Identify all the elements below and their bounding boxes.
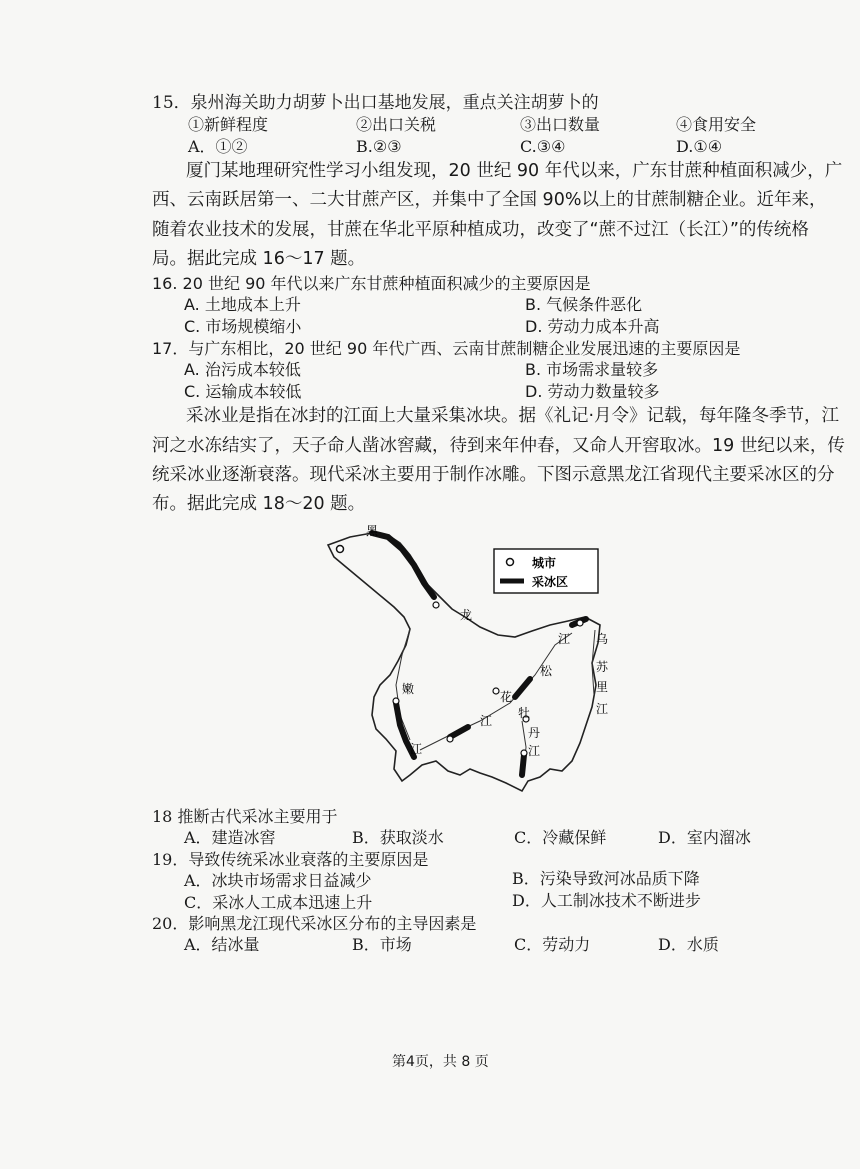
ice-area-mudan <box>522 755 524 775</box>
passage1-line-4: 局。据此完成 16～17 题。 <box>152 249 366 269</box>
ice-area-songhua-1 <box>450 727 468 737</box>
map-label-2: 江 <box>558 632 571 646</box>
ice-area-heilongjiang <box>372 533 434 597</box>
q18-stem: 18 推断古代采冰主要用于 <box>152 807 338 826</box>
q15-option-c: C.③④ <box>520 137 566 156</box>
map-label-9: 松 <box>540 664 553 678</box>
q19-option-b: B．污染导致河冰品质下降 <box>512 869 700 888</box>
map-label-1: 龙 <box>460 608 473 622</box>
legend-city-label: 城市 <box>532 556 557 570</box>
q15-option-a: A．①② <box>188 137 248 156</box>
map-label-3: 乌 <box>596 632 609 646</box>
q19-option-a: A．冰块市场需求日益减少 <box>184 871 372 890</box>
map-label-14: 江 <box>528 744 541 758</box>
q17-option-d: D. 劳动力数量较多 <box>525 382 660 401</box>
q19-stem: 19．导致传统采冰业衰落的主要原因是 <box>152 850 429 869</box>
map-label-5: 里 <box>596 680 609 694</box>
map-label-10: 花 <box>500 690 513 704</box>
q18-option-c: C．冷藏保鲜 <box>514 828 607 847</box>
map-label-6: 江 <box>596 702 609 716</box>
map-label-12: 牡 <box>518 706 531 720</box>
map-legend <box>494 549 598 593</box>
map-label-13: 丹 <box>528 726 541 740</box>
q15-item-4: ④食用安全 <box>676 115 757 134</box>
passage2-line-4: 布。据此完成 18～20 题。 <box>152 494 366 514</box>
q20-option-c: C．劳动力 <box>514 935 591 954</box>
q18-option-d: D．室内溜冰 <box>658 828 751 847</box>
city-marker-3 <box>393 698 399 704</box>
q16-option-a: A. 土地成本上升 <box>184 295 301 314</box>
q17-stem: 17．与广东相比，20 世纪 90 年代广西、云南甘蔗制糖企业发展迅速的主要原因是 <box>152 339 741 358</box>
q20-stem: 20．影响黑龙江现代采冰区分布的主导因素是 <box>152 914 477 933</box>
map-label-0: 黑 <box>366 525 379 538</box>
q15-stem: 15．泉州海关助力胡萝卜出口基地发展，重点关注胡萝卜的 <box>152 93 599 113</box>
heilongjiang-ice-map <box>310 525 610 797</box>
q20-option-a: A．结冰量 <box>184 935 260 954</box>
q19-option-d: D．人工制冰技术不断进步 <box>512 891 701 910</box>
q20-option-b: B．市场 <box>352 935 412 954</box>
q16-option-b: B. 气候条件恶化 <box>525 295 643 314</box>
passage2-line-3: 统采冰业逐渐衰落。现代采冰主要用于制作冰雕。下图示意黑龙江省现代主要采冰区的分 <box>152 465 835 485</box>
q19-option-c: C．采冰人工成本迅速上升 <box>184 893 373 912</box>
river-ussuri <box>592 630 595 695</box>
q15-option-b: B.②③ <box>356 137 402 156</box>
map-label-7: 嫩 <box>402 682 415 696</box>
passage1-line-1: 厦门某地理研究性学习小组发现，20 世纪 90 年代以来，广东甘蔗种植面积减少，广 <box>186 161 843 181</box>
q16-option-d: D. 劳动力成本升高 <box>525 317 660 336</box>
q20-option-d: D．水质 <box>658 935 719 954</box>
map-label-11: 江 <box>480 714 493 728</box>
q15-item-1: ①新鲜程度 <box>188 115 269 134</box>
ice-area-songhua-2 <box>515 679 530 697</box>
q15-item-3: ③出口数量 <box>520 115 601 134</box>
q16-option-c: C. 市场规模缩小 <box>184 317 302 336</box>
city-marker-8 <box>577 620 583 626</box>
legend-city-icon <box>507 559 514 566</box>
q17-option-b: B. 市场需求量较多 <box>525 360 659 379</box>
q15-option-d: D.①④ <box>676 137 723 156</box>
q17-option-c: C. 运输成本较低 <box>184 382 302 401</box>
legend-ice-label: 采冰区 <box>532 575 569 589</box>
map-label-4: 苏 <box>596 660 609 674</box>
passage1-line-3: 随着农业技术的发展，甘蔗在华北平原种植成功，改变了“蔗不过江（长江）”的传统格 <box>152 220 809 240</box>
q18-option-a: A．建造冰窖 <box>184 828 276 847</box>
map-label-8: 江 <box>410 742 423 756</box>
passage2-line-2: 河之水冻结实了，天子命人凿冰窖藏，待到来年仲春，又命人开窖取冰。19 世纪以来，传 <box>152 436 845 456</box>
q17-option-a: A. 治污成本较低 <box>184 360 301 379</box>
city-marker-4 <box>493 688 499 694</box>
q18-option-b: B．获取淡水 <box>352 828 444 847</box>
q15-item-2: ②出口关税 <box>356 115 437 134</box>
passage2-line-1: 采冰业是指在冰封的江面上大量采集冰块。据《礼记·月令》记载，每年隆冬季节，江 <box>186 406 840 426</box>
city-marker-1 <box>337 546 344 553</box>
city-marker-2 <box>433 602 439 608</box>
page-footer: 第4页，共 8 页 <box>392 1054 489 1070</box>
q16-stem: 16. 20 世纪 90 年代以来广东甘蔗种植面积减少的主要原因是 <box>152 274 591 293</box>
city-marker-6 <box>447 736 453 742</box>
passage1-line-2: 西、云南跃居第一、二大甘蔗产区，并集中了全国 90%以上的甘蔗制糖企业。近年来， <box>152 190 827 210</box>
city-marker-7 <box>521 750 527 756</box>
